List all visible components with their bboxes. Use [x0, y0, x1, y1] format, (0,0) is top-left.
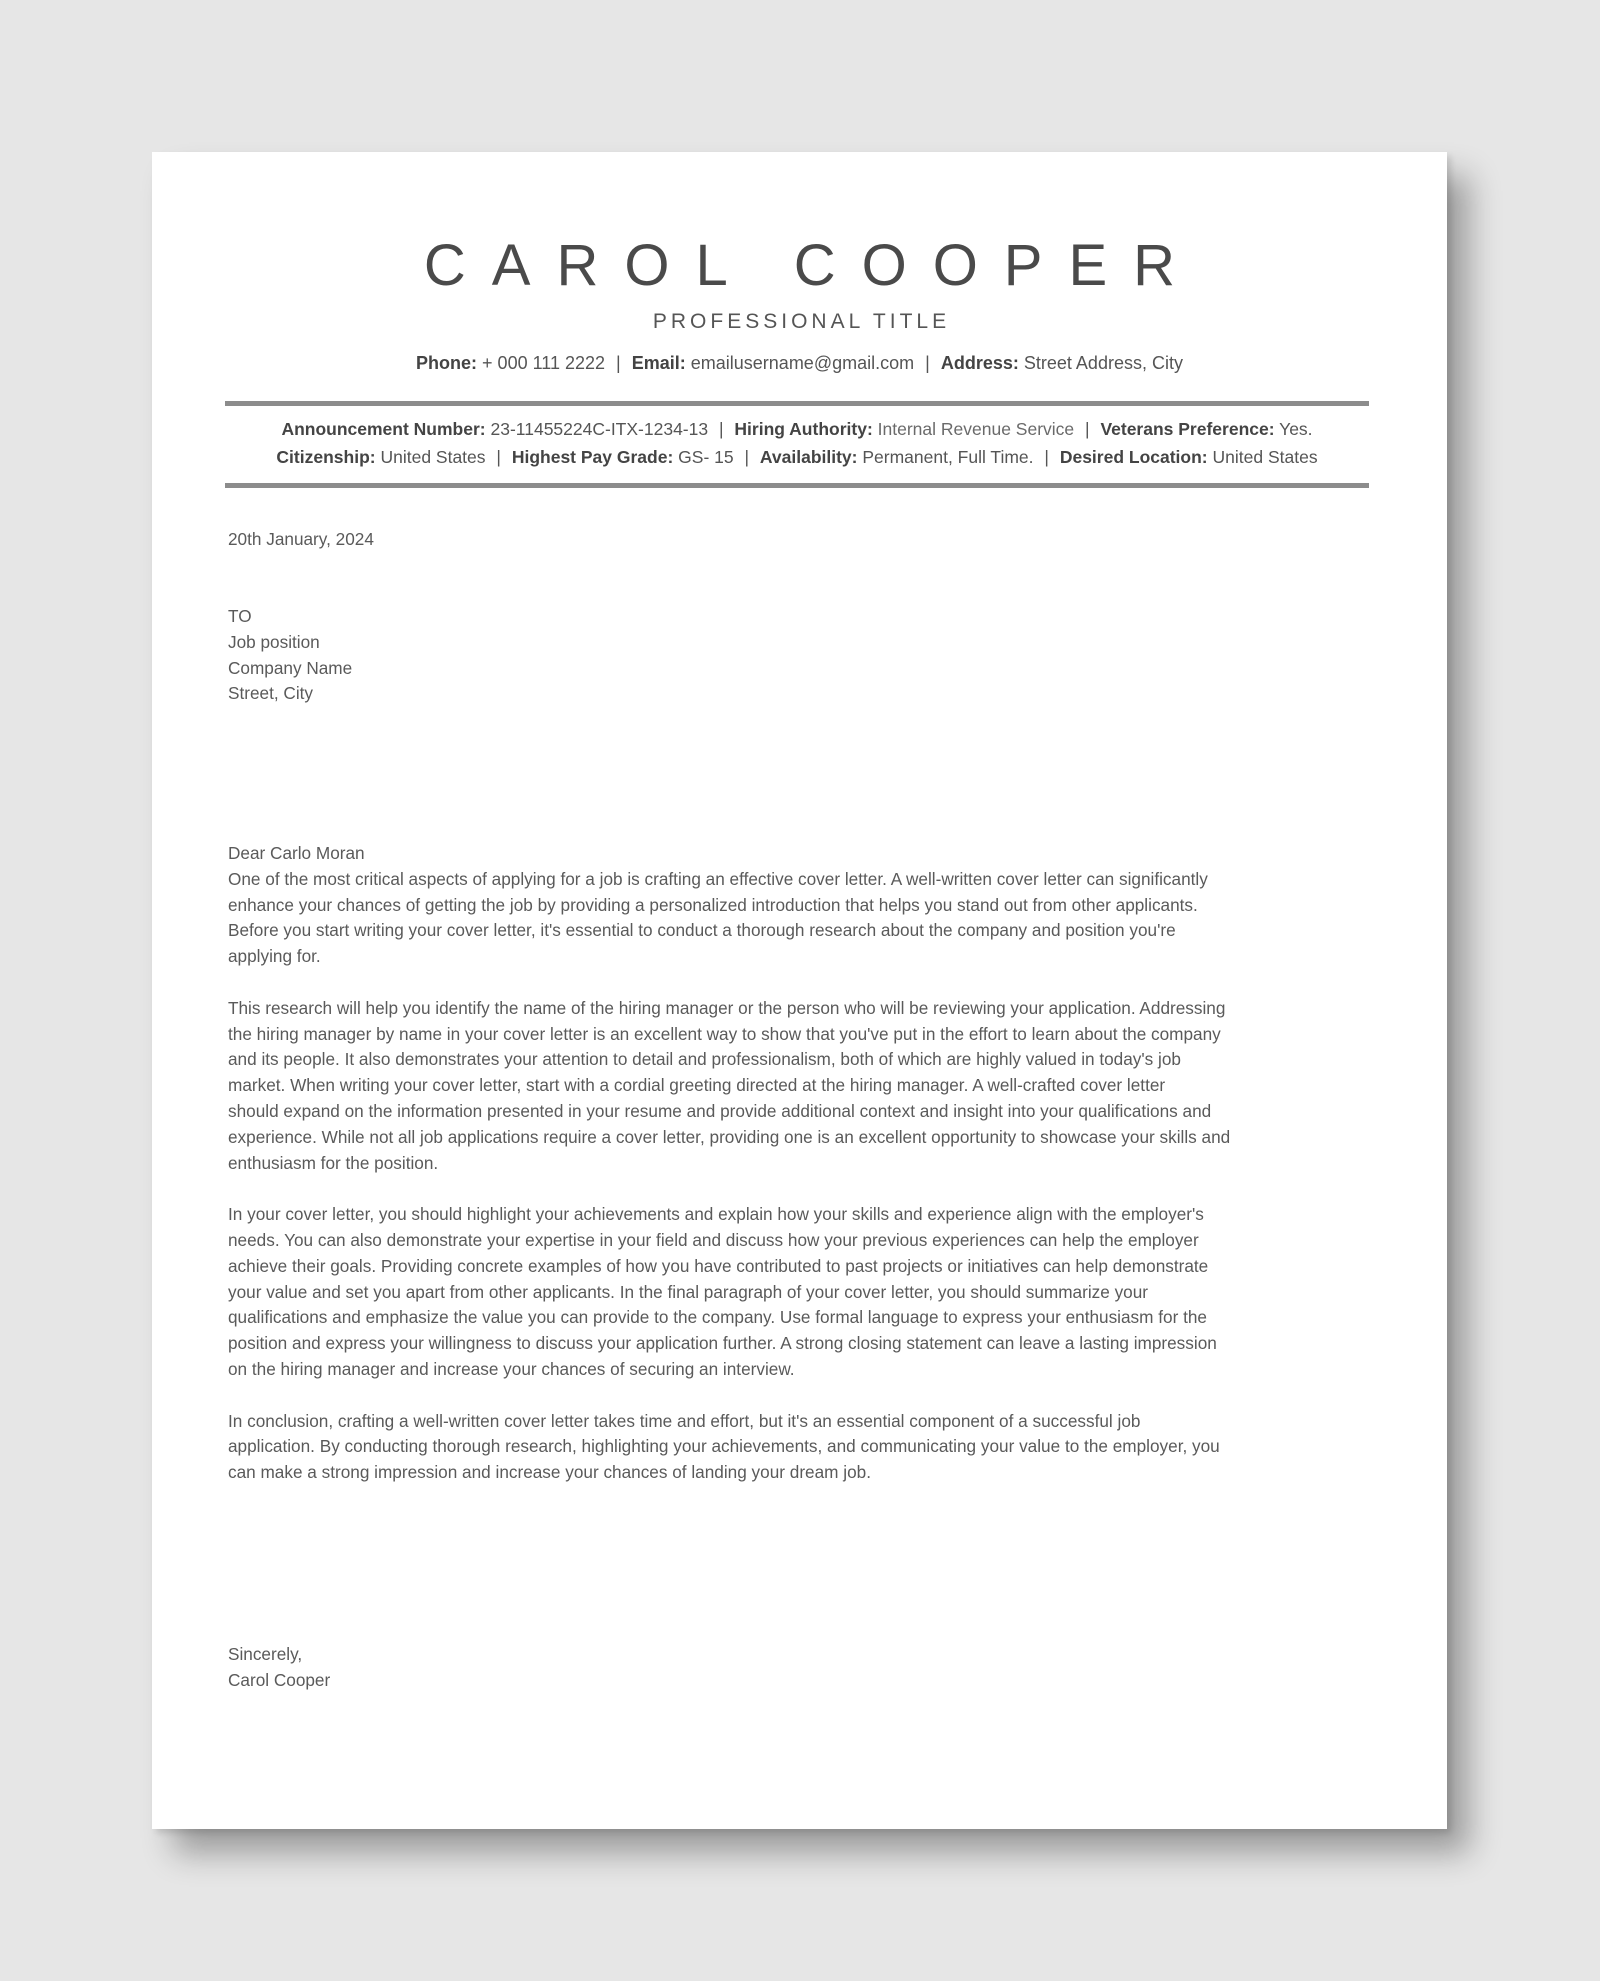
- paragraph-line: applying for.: [228, 946, 321, 967]
- paragraph-line: on the hiring manager and increase your chances of securing an interview.: [228, 1358, 795, 1379]
- paragraph-line: needs. You can also demonstrate your expertise in your field and discuss how your previous experiences can help the employer: [228, 1229, 1199, 1250]
- announcement-label: Announcement Number:: [281, 419, 486, 439]
- letter-closing: [228, 1642, 1378, 1694]
- desired-location-label: Desired Location:: [1059, 446, 1208, 467]
- header-divider-top: [225, 401, 1369, 406]
- job-info-line-1: [225, 416, 1369, 444]
- veterans-preference-value: Yes.: [1279, 419, 1313, 439]
- paragraph-line: achieve their goals. Providing concrete examples of how you have contributed to past projects or initiatives can help demonstrate: [228, 1255, 1209, 1276]
- separator: |: [1044, 446, 1049, 467]
- recipient-address: [228, 604, 1378, 707]
- separator: |: [718, 419, 724, 439]
- announcement-value: 23-11455224C-ITX-1234-13: [490, 419, 709, 439]
- paragraph: [228, 1202, 1378, 1383]
- paragraph-line: Before you start writing your cover letter, it's essential to conduct a thorough research about the company and position you're: [228, 920, 1176, 941]
- recipient-position: Job position: [228, 631, 320, 652]
- separator: |: [496, 446, 501, 467]
- paragraph-line: This research will help you identify the name of the hiring manager or the person who will be reviewing your application. Addressing: [228, 997, 1226, 1018]
- valediction: Sincerely,: [228, 1644, 303, 1664]
- recipient-street: Street, City: [228, 683, 314, 704]
- job-info-block: [225, 416, 1369, 471]
- header-divider-bottom: [225, 483, 1369, 488]
- recipient-company: Company Name: [228, 657, 353, 678]
- address-value: Street Address, City: [1023, 353, 1183, 373]
- email-label: Email:: [631, 353, 686, 373]
- signature-name: Carol Cooper: [228, 1669, 331, 1690]
- separator: |: [1085, 419, 1090, 439]
- professional-title: PROFESSIONAL TITLE: [652, 310, 951, 333]
- phone-value: + 000 111 2222: [482, 353, 605, 373]
- letter-body: [228, 841, 1378, 1512]
- address-label: Address:: [940, 353, 1019, 373]
- separator: |: [744, 446, 750, 467]
- citizenship-value: United States: [380, 446, 486, 467]
- availability-label: Availability:: [759, 446, 858, 467]
- paragraph-line: application. By conducting thorough research, highlighting your achievements, and communicating your value to the employer, you: [228, 1436, 1220, 1457]
- separator: |: [925, 353, 930, 373]
- paragraph: [228, 867, 1378, 970]
- email-value: emailusername@gmail.com: [690, 353, 915, 373]
- paragraph-line: In conclusion, crafting a well-written cover letter takes time and effort, but it's an essential component of a successful job: [228, 1410, 1141, 1431]
- paragraph-line: can make a strong impression and increase your chances of landing your dream job.: [228, 1462, 871, 1483]
- hiring-authority-label: Hiring Authority:: [734, 419, 873, 439]
- document-page: [152, 152, 1447, 1829]
- desired-location-value: United States: [1212, 446, 1318, 467]
- paragraph-line: enhance your chances of getting the job by providing a personalized introduction that helps you stand out from other applicants.: [228, 894, 1198, 915]
- paragraph-line: your value and set you apart from other applicants. In the final paragraph of your cover letter, you should summarize your: [228, 1281, 1149, 1302]
- letter-date: 20th January, 2024: [228, 529, 374, 549]
- hiring-authority-value: Internal Revenue Service: [877, 419, 1075, 439]
- salutation: Dear Carlo Moran: [228, 843, 365, 863]
- paragraph-line: enthusiasm for the position.: [228, 1152, 439, 1173]
- separator: |: [616, 353, 621, 373]
- paragraph-line: market. When writing your cover letter, start with a cordial greeting directed at the hiring manager. A well-crafted cover letter: [228, 1075, 1166, 1096]
- paragraph-line: In your cover letter, you should highlight your achievements and explain how your skills and experience align with the employer's: [228, 1204, 1204, 1225]
- paragraph-line: should expand on the information presented in your resume and provide additional context and insight into your qualifications and: [228, 1100, 1212, 1121]
- job-info-line-2: [225, 444, 1369, 472]
- phone-label: Phone:: [416, 353, 478, 373]
- paragraph-line: position and express your willingness to discuss your application further. A strong closing statement can leave a lasting impression: [228, 1333, 1217, 1354]
- paragraph-line: experience. While not all job applications require a cover letter, providing one is an excellent opportunity to showcase your skills and: [228, 1126, 1231, 1147]
- pay-grade-label: Highest Pay Grade:: [511, 446, 674, 467]
- applicant-name: CAROL COOPER: [423, 233, 1202, 298]
- paragraph-line: qualifications and emphasize the value you can provide to the company. Use formal language to express your enthusiasm for the: [228, 1307, 1207, 1328]
- paragraph-line: and its people. It also demonstrates your attention to detail and professionalism, both of which are highly valued in today's job: [228, 1049, 1181, 1070]
- availability-value: Permanent, Full Time.: [862, 446, 1034, 467]
- veterans-preference-label: Veterans Preference:: [1100, 419, 1275, 439]
- recipient-to: TO: [228, 606, 252, 626]
- citizenship-label: Citizenship:: [276, 446, 376, 467]
- paragraph: [228, 996, 1378, 1177]
- paragraph-line: the hiring manager by name in your cover letter is an excellent way to show that you've put in the effort to learn about the company: [228, 1023, 1221, 1044]
- contact-line: [152, 353, 1447, 374]
- paragraph: [228, 1409, 1378, 1486]
- pay-grade-value: GS- 15: [678, 446, 734, 467]
- paragraph-line: One of the most critical aspects of applying for a job is crafting an effective cover letter. A well-written cover letter can significantly: [228, 868, 1208, 889]
